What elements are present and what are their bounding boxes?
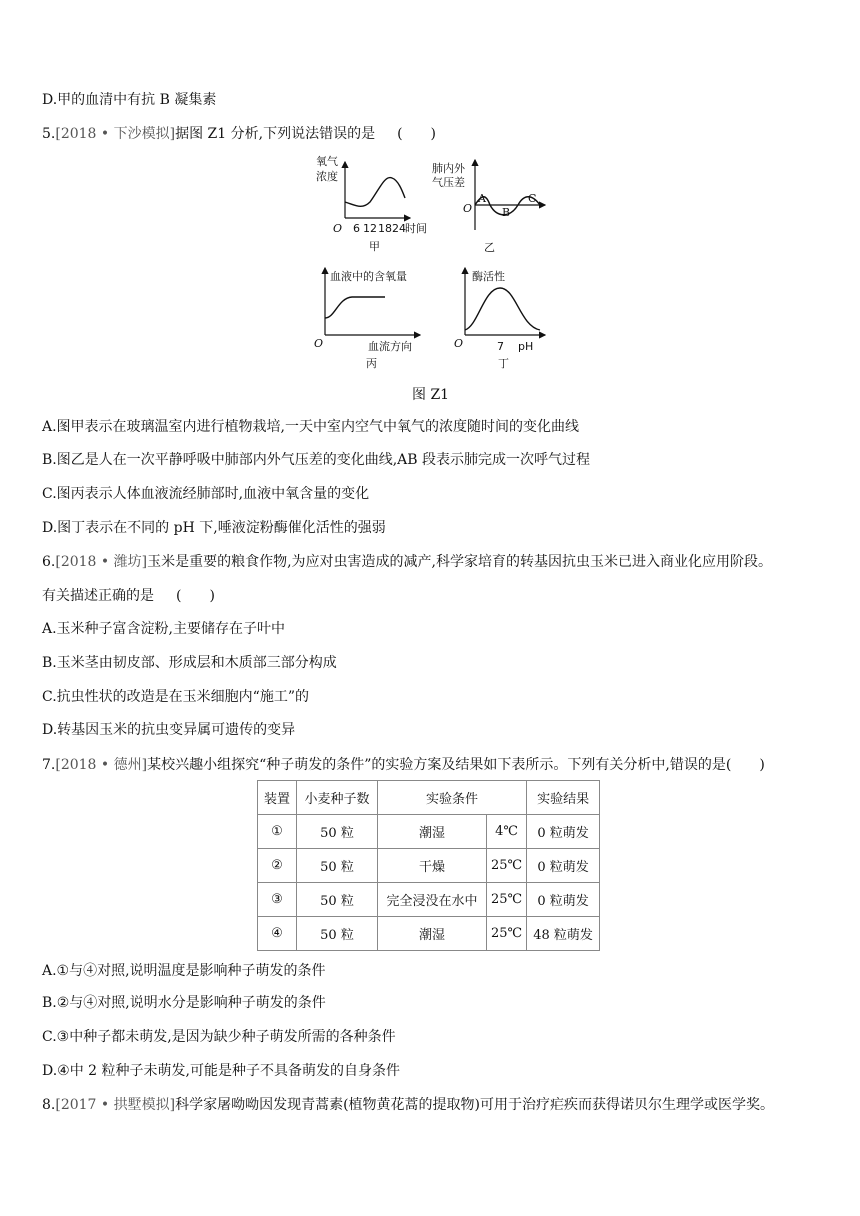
q5-stem: 据图 Z1 分析,下列说法错误的是 [175,126,376,142]
q6-stem-line [42,553,772,571]
table-cell: 50 粒 [297,917,378,951]
ding-origin: O [454,337,464,350]
q5-answer-paren: ( ) [397,126,437,142]
jia-origin: O [333,222,343,235]
jia-tick-6: 6 [353,222,360,235]
bing-xlabel: 血流方向 [368,340,412,353]
bing-name: 丙 [366,357,377,370]
header-condition: 实验条件 [378,781,527,815]
q6-answer-paren: ( ) [176,588,215,604]
table-cell: 潮湿 [378,815,487,849]
q6-option-b: B.玉米茎由韧皮部、形成层和木质部三部分构成 [42,655,337,671]
jia-xlabel: 时间 [405,222,427,235]
q7-stem-line [42,756,765,774]
q5-stem-line [42,125,436,143]
q6-number: 6. [42,554,56,570]
figure-caption: 图 Z1 [412,387,450,403]
q4-option-d: D.甲的血清中有抗 B 凝集素 [42,92,217,108]
header-result: 实验结果 [527,781,600,815]
ding-xlabel: pH [518,340,534,353]
table-row [258,883,600,917]
q7-option-a: A.①与④对照,说明温度是影响种子萌发的条件 [42,963,326,979]
table-cell: 48 粒萌发 [527,917,600,951]
q6-stem-line-2 [42,587,215,605]
table-cell: 50 粒 [297,815,378,849]
header-device: 装置 [258,781,297,815]
q5-option-d: D.图丁表示在不同的 pH 下,唾液淀粉酶催化活性的强弱 [42,520,386,536]
table-row [258,849,600,883]
table-cell: 25℃ [487,917,527,951]
yi-origin: O [463,202,473,215]
table-cell: ① [258,815,297,849]
bing-origin: O [314,337,324,350]
q8-number: 8. [42,1097,56,1113]
figure-z1 [0,150,860,390]
q7-stem: 某校兴趣小组探究“种子萌发的条件”的实验方案及结果如下表所示。下列有关分析中,错误的是( ) [147,757,765,773]
panel-bing [314,268,420,370]
table-cell: 4℃ [487,815,527,849]
q7-number: 7. [42,757,56,773]
yi-name: 乙 [484,241,495,254]
yi-point-a: A [478,192,486,205]
q8-stem-line [42,1096,774,1114]
yi-point-b: B [502,206,511,219]
table-cell: 潮湿 [378,917,487,951]
yi-ylabel-2: 气压差 [432,176,465,189]
q5-source: [2018 • 下沙模拟] [55,126,176,142]
table-cell: 25℃ [487,849,527,883]
bing-ylabel: 血液中的含氧量 [330,270,407,283]
q5-option-b: B.图乙是人在一次平静呼吸中肺部内外气压差的变化曲线,AB 段表示肺完成一次呼气过程 [42,452,591,468]
q6-stem-2: 有关描述正确的是 [42,588,154,604]
q5-number: 5. [42,126,56,142]
table-cell: 0 粒萌发 [527,883,600,917]
table-cell: ② [258,849,297,883]
q5-option-a: A.图甲表示在玻璃温室内进行植物栽培,一天中室内空气中氧气的浓度随时间的变化曲线 [42,419,580,435]
table-cell: 0 粒萌发 [527,815,600,849]
jia-ylabel-2: 浓度 [316,170,338,183]
jia-ylabel-1: 氧气 [316,155,338,168]
q8-source: [2017 • 拱墅模拟] [55,1097,176,1113]
q6-source: [2018 • 潍坊] [55,554,148,570]
q8-stem: 科学家屠呦呦因发现青蒿素(植物黄花蒿的提取物)可用于治疗疟疾而获得诺贝尔生理学或医学奖。 [175,1097,775,1113]
q6-option-d: D.转基因玉米的抗虫变异属可遗传的变异 [42,722,296,738]
jia-tick-24: 24 [392,222,406,235]
table-cell: 完全浸没在水中 [378,883,487,917]
table-cell: 25℃ [487,883,527,917]
table-row [258,815,600,849]
table-cell: ③ [258,883,297,917]
panel-jia [316,154,427,253]
table-row [258,917,600,951]
table-cell: 0 粒萌发 [527,849,600,883]
jia-name: 甲 [369,240,380,253]
jia-curve [345,178,405,207]
table-cell: 50 粒 [297,883,378,917]
table-cell: ④ [258,917,297,951]
ding-tick-7: 7 [497,340,504,353]
yi-ylabel-1: 肺内外 [432,162,465,175]
ding-name: 丁 [498,357,509,370]
q6-option-a: A.玉米种子富含淀粉,主要储存在子叶中 [42,621,286,637]
ding-ylabel: 酶活性 [472,270,505,283]
table-cell: 干燥 [378,849,487,883]
bing-curve [325,297,385,318]
q7-option-d: D.④中 2 粒种子未萌发,可能是种子不具备萌发的自身条件 [42,1063,400,1079]
jia-tick-12: 12 [363,222,377,235]
jia-tick-18: 18 [378,222,392,235]
q7-option-b: B.②与④对照,说明水分是影响种子萌发的条件 [42,995,326,1011]
panel-yi [432,160,545,254]
table-cell: 50 粒 [297,849,378,883]
q6-option-c: C.抗虫性状的改造是在玉米细胞内“施工”的 [42,689,309,705]
header-seed-count: 小麦种子数 [297,781,378,815]
q7-source: [2018 • 德州] [55,757,148,773]
ding-curve [465,288,540,330]
q6-stem-1: 玉米是重要的粮食作物,为应对虫害造成的减产,科学家培育的转基因抗虫玉米已进入商业化应用阶段。 [147,554,772,570]
table-header-row [258,781,600,815]
panel-ding [454,268,545,370]
experiment-table [257,780,600,951]
q5-option-c: C.图丙表示人体血液流经肺部时,血液中氧含量的变化 [42,486,370,502]
yi-point-c: C [528,192,537,205]
q7-option-c: C.③中种子都未萌发,是因为缺少种子萌发所需的各种条件 [42,1029,396,1045]
